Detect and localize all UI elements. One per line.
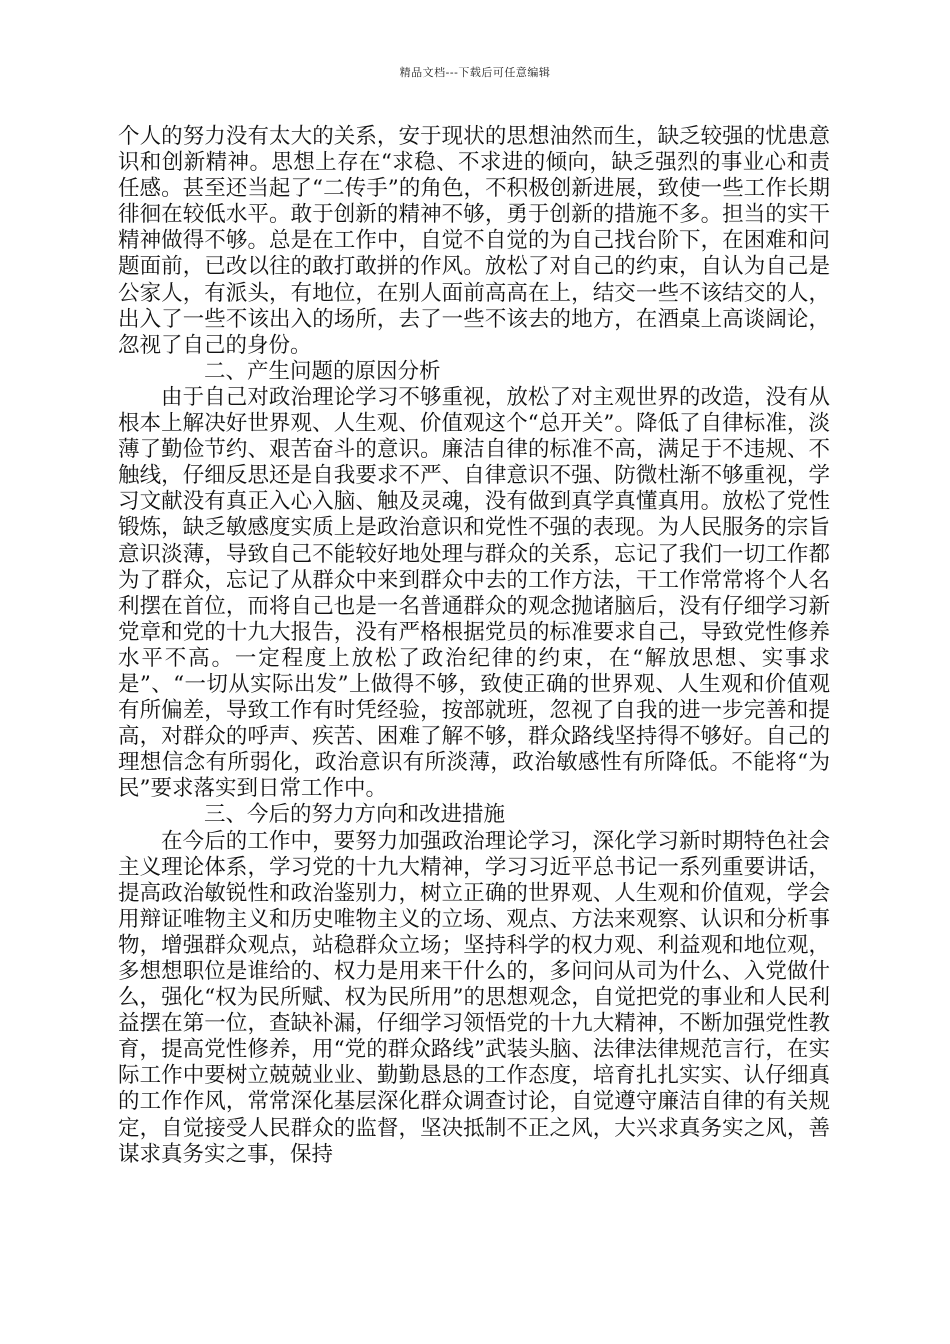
section-heading-improvement-measures: 三、今后的努力方向和改进措施: [204, 802, 506, 828]
paragraph-cause-analysis: 由于自己对政治理论学习不够重视，放松了对主观世界的改造，没有从根本上解决好世界观、人生观、价值观这个“总开关”。降低了自律标准，淡薄了勤俭节约、艰苦奋斗的意识。廉洁自律的标准不高，满足于不违规、不触线，仔细反思还是自我要求不严、自律意识不强、防微杜渐不够重视，学习文献没有真正入心入脑、触及灵魂，没有做到真学真懂真用。放松了党性锻炼，缺乏敏感度实质上是政治意识和党性不强的表现。为人民服务的宗旨意识淡薄，导致自己不能较好地处理与群众的关系，忘记了我们一切工作都为了群众，忘记了从群众中来到群众中去的工作方法，干工作常常将个人名利摆在首位，而将自己也是一名普通群众的观念抛诸脑后，没有仔细学习新党章和党的十九大报告，没有严格根据党员的标准要求自己，导致党性修养水平不高。一定程度上放松了政治纪律的约束，在“解放思想、实事求是”、“一切从实际出发”上做得不够，致使正确的世界观、人生观和价值观有所偏差，导致工作有时凭经验，按部就班，忽视了自我的进一步完善和提高，对群众的呼声、疾苦、困难了解不够，群众路线坚持得不够好。自己的理想信念有所弱化，政治意识有所淡薄，政治敏感性有所降低。不能将“为民”要求落实到日常工作中。: [118, 384, 830, 802]
page-header: 精品文档---下载后可任意编辑: [399, 66, 551, 79]
section-heading-cause-analysis: 二、产生问题的原因分析: [204, 358, 441, 384]
paragraph-continuation: 个人的努力没有太大的关系，安于现状的思想油然而生，缺乏较强的忧患意识和创新精神。思想上存在“求稳、不求进的倾向，缺乏强烈的事业心和责任感。甚至还当起了“二传手”的角色，不积极创新进展，致使一些工作长期徘徊在较低水平。敢于创新的精神不够，勇于创新的措施不多。担当的实干精神做得不够。总是在工作中，自觉不自觉的为自己找台阶下，在困难和问题面前，已改以往的敢打敢拼的作风。放松了对自己的约束，自认为自己是公家人，有派头，有地位，在别人面前高高在上，结交一些不该结交的人，出入了一些不该出入的场所，去了一些不该去的地方，在酒桌上高谈阔论，忽视了自己的身份。: [118, 124, 830, 358]
document-body: [118, 124, 830, 1168]
paragraph-improvement-measures: 在今后的工作中，要努力加强政治理论学习，深化学习新时期特色社会主义理论体系，学习党的十九大精神，学习习近平总书记一系列重要讲话，提高政治敏锐性和政治鉴别力，树立正确的世界观、人生观和价值观，学会用辩证唯物主义和历史唯物主义的立场、观点、方法来观察、认识和分析事物，增强群众观点，站稳群众立场；坚持科学的权力观、利益观和地位观，多想想职位是谁给的、权力是用来干什么的，多问问从司为什么、入党做什么，强化“权为民所赋、权为民所用”的思想观念，自觉把党的事业和人民利益摆在第一位，查缺补漏，仔细学习领悟党的十九大精神，不断加强党性教育，提高党性修养，用“党的群众路线”武装头脑、法律法律规范言行，在实际工作中要树立兢兢业业、勤勤恳恳的工作态度，培育扎扎实实、认仔细真的工作作风，常常深化基层深化群众调查讨论，自觉遵守廉洁自律的有关规定，自觉接受人民群众的监督，坚决抵制不正之风，大兴求真务实之风，善谋求真务实之事，保持: [118, 828, 830, 1167]
